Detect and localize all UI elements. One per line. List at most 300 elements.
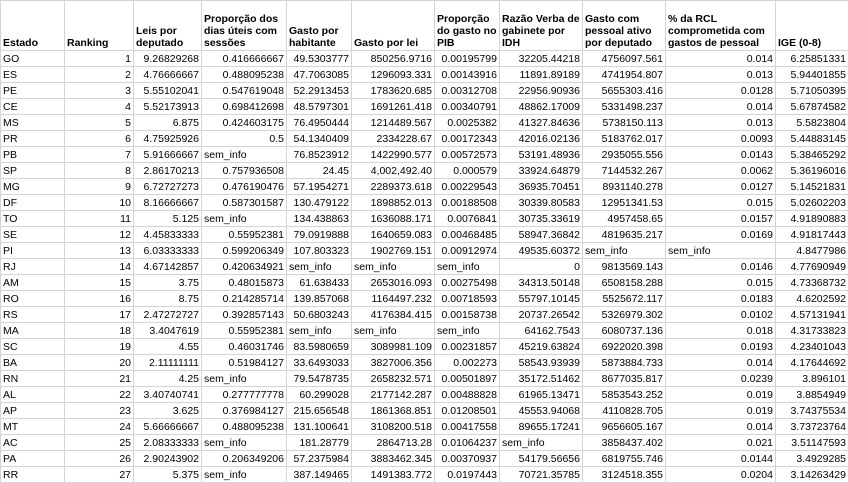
table-cell[interactable]: 0.01208501 xyxy=(435,403,500,419)
table-cell[interactable]: 0.376984127 xyxy=(202,403,287,419)
table-cell[interactable]: 3.896101 xyxy=(776,371,848,387)
table-cell[interactable]: 131.100641 xyxy=(287,419,352,435)
table-cell[interactable]: 4756097.561 xyxy=(583,51,666,67)
column-header[interactable]: Proporção do gasto no PIB xyxy=(435,1,500,51)
table-cell[interactable]: 0.00158738 xyxy=(435,307,500,323)
table-cell[interactable]: 41327.84636 xyxy=(500,115,583,131)
table-cell[interactable]: 6080737.136 xyxy=(583,323,666,339)
table-cell[interactable]: 0.00417558 xyxy=(435,419,500,435)
table-cell[interactable]: 3.14263429 xyxy=(776,467,848,483)
table-cell[interactable]: 4 xyxy=(65,99,134,115)
state-cell[interactable]: MA xyxy=(1,323,65,339)
state-cell[interactable]: GO xyxy=(1,51,65,67)
table-cell[interactable]: 19 xyxy=(65,339,134,355)
table-cell[interactable]: 53191.48936 xyxy=(500,147,583,163)
table-cell[interactable]: 8677035.817 xyxy=(583,371,666,387)
table-cell[interactable]: 4.31733823 xyxy=(776,323,848,339)
table-cell[interactable]: 0.0204 xyxy=(666,467,776,483)
table-cell[interactable]: 4.25 xyxy=(134,371,202,387)
table-cell[interactable]: 5.52173913 xyxy=(134,99,202,115)
state-cell[interactable]: RJ xyxy=(1,259,65,275)
table-cell[interactable]: 0.019 xyxy=(666,403,776,419)
column-header[interactable]: Ranking xyxy=(65,1,134,51)
table-cell[interactable]: 387.149465 xyxy=(287,467,352,483)
table-cell[interactable]: 23 xyxy=(65,403,134,419)
table-cell[interactable]: 0.015 xyxy=(666,275,776,291)
state-cell[interactable]: RS xyxy=(1,307,65,323)
column-header[interactable]: Proporção dos dias úteis com sessões xyxy=(202,1,287,51)
table-cell[interactable]: 49.5303777 xyxy=(287,51,352,67)
table-cell[interactable]: sem_info xyxy=(287,259,352,275)
table-cell[interactable]: 3.40740741 xyxy=(134,387,202,403)
table-cell[interactable]: 139.857068 xyxy=(287,291,352,307)
table-cell[interactable]: 0.00229543 xyxy=(435,179,500,195)
table-cell[interactable]: 2864713.28 xyxy=(352,435,435,451)
table-cell[interactable]: sem_info xyxy=(202,147,287,163)
table-cell[interactable]: 52.2913453 xyxy=(287,83,352,99)
table-cell[interactable]: 0.392857143 xyxy=(202,307,287,323)
table-cell[interactable]: sem_info xyxy=(435,259,500,275)
table-cell[interactable]: 5183762.017 xyxy=(583,131,666,147)
state-cell[interactable]: PA xyxy=(1,451,65,467)
table-cell[interactable]: 0.014 xyxy=(666,51,776,67)
state-cell[interactable]: MG xyxy=(1,179,65,195)
table-cell[interactable]: sem_info xyxy=(352,259,435,275)
table-cell[interactable]: 5.55102041 xyxy=(134,83,202,99)
table-cell[interactable]: 0.206349206 xyxy=(202,451,287,467)
table-cell[interactable]: 55797.10145 xyxy=(500,291,583,307)
table-cell[interactable]: 49535.60372 xyxy=(500,243,583,259)
table-cell[interactable]: 5873884.733 xyxy=(583,355,666,371)
table-cell[interactable]: 4741954.807 xyxy=(583,67,666,83)
table-cell[interactable]: 5655303.416 xyxy=(583,83,666,99)
table-cell[interactable]: 76.8523912 xyxy=(287,147,352,163)
table-cell[interactable]: 5.66666667 xyxy=(134,419,202,435)
table-cell[interactable]: 0.488095238 xyxy=(202,419,287,435)
table-cell[interactable]: 0.019 xyxy=(666,387,776,403)
table-cell[interactable]: 0.0146 xyxy=(666,259,776,275)
table-cell[interactable]: 2334228.67 xyxy=(352,131,435,147)
table-cell[interactable]: 134.438863 xyxy=(287,211,352,227)
table-cell[interactable]: 0.55952381 xyxy=(202,323,287,339)
table-cell[interactable]: 3827006.356 xyxy=(352,355,435,371)
table-cell[interactable]: 33924.64879 xyxy=(500,163,583,179)
table-cell[interactable]: sem_info xyxy=(666,243,776,259)
table-cell[interactable]: 0.5 xyxy=(202,131,287,147)
table-cell[interactable]: 57.2375984 xyxy=(287,451,352,467)
table-cell[interactable]: 4176384.415 xyxy=(352,307,435,323)
state-cell[interactable]: PB xyxy=(1,147,65,163)
table-cell[interactable]: 48.5797301 xyxy=(287,99,352,115)
table-cell[interactable]: 3.625 xyxy=(134,403,202,419)
state-cell[interactable]: MT xyxy=(1,419,65,435)
table-cell[interactable]: 4.91817443 xyxy=(776,227,848,243)
table-cell[interactable]: 6922020.398 xyxy=(583,339,666,355)
table-cell[interactable]: 4.57131941 xyxy=(776,307,848,323)
table-cell[interactable]: 79.0919888 xyxy=(287,227,352,243)
table-cell[interactable]: 5.71050395 xyxy=(776,83,848,99)
table-cell[interactable]: 5.38465292 xyxy=(776,147,848,163)
table-cell[interactable]: sem_info xyxy=(202,435,287,451)
table-cell[interactable]: 61.638433 xyxy=(287,275,352,291)
table-cell[interactable]: 0.00312708 xyxy=(435,83,500,99)
table-cell[interactable]: 0.00488828 xyxy=(435,387,500,403)
table-cell[interactable]: 4.8477986 xyxy=(776,243,848,259)
state-cell[interactable]: RR xyxy=(1,467,65,483)
table-cell[interactable]: 1898852.013 xyxy=(352,195,435,211)
table-cell[interactable]: 18 xyxy=(65,323,134,339)
table-cell[interactable]: 70721.35785 xyxy=(500,467,583,483)
table-cell[interactable]: 4.91890883 xyxy=(776,211,848,227)
table-cell[interactable]: 2.47272727 xyxy=(134,307,202,323)
table-cell[interactable]: 7 xyxy=(65,147,134,163)
table-cell[interactable]: 5.91666667 xyxy=(134,147,202,163)
table-cell[interactable]: 0.55952381 xyxy=(202,227,287,243)
table-cell[interactable]: 4.67142857 xyxy=(134,259,202,275)
table-cell[interactable]: 6.03333333 xyxy=(134,243,202,259)
table-cell[interactable]: 3089981.109 xyxy=(352,339,435,355)
table-cell[interactable]: 107.803323 xyxy=(287,243,352,259)
table-cell[interactable]: 5.125 xyxy=(134,211,202,227)
table-cell[interactable]: 4.75925926 xyxy=(134,131,202,147)
table-cell[interactable]: 0.00340791 xyxy=(435,99,500,115)
table-cell[interactable]: 4957458.65 xyxy=(583,211,666,227)
table-cell[interactable]: 2.86170213 xyxy=(134,163,202,179)
table-cell[interactable]: 0.00143916 xyxy=(435,67,500,83)
table-cell[interactable]: 0.420634921 xyxy=(202,259,287,275)
table-cell[interactable]: sem_info xyxy=(202,211,287,227)
table-cell[interactable]: 0.46031746 xyxy=(202,339,287,355)
table-cell[interactable]: 4.6202592 xyxy=(776,291,848,307)
table-cell[interactable]: 0.014 xyxy=(666,419,776,435)
column-header[interactable]: Leis por deputado xyxy=(134,1,202,51)
table-cell[interactable]: 12 xyxy=(65,227,134,243)
table-cell[interactable]: 0.0143 xyxy=(666,147,776,163)
table-cell[interactable]: 27 xyxy=(65,467,134,483)
table-cell[interactable]: 0.547619048 xyxy=(202,83,287,99)
table-cell[interactable]: 130.479122 xyxy=(287,195,352,211)
table-cell[interactable]: 5525672.117 xyxy=(583,291,666,307)
table-cell[interactable]: 24 xyxy=(65,419,134,435)
table-cell[interactable]: 4.55 xyxy=(134,339,202,355)
table-cell[interactable]: 64162.7543 xyxy=(500,323,583,339)
table-cell[interactable]: 4.77690949 xyxy=(776,259,848,275)
table-cell[interactable]: 13 xyxy=(65,243,134,259)
table-cell[interactable]: 0.002273 xyxy=(435,355,500,371)
state-cell[interactable]: TO xyxy=(1,211,65,227)
table-cell[interactable]: 7144532.267 xyxy=(583,163,666,179)
table-cell[interactable]: 83.5980659 xyxy=(287,339,352,355)
table-cell[interactable]: 3124518.355 xyxy=(583,467,666,483)
table-cell[interactable]: 47.7063085 xyxy=(287,67,352,83)
table-cell[interactable]: 0.416666667 xyxy=(202,51,287,67)
table-cell[interactable]: 6819755.746 xyxy=(583,451,666,467)
table-cell[interactable]: 22 xyxy=(65,387,134,403)
table-cell[interactable]: 0.48015873 xyxy=(202,275,287,291)
table-cell[interactable]: 0.0193 xyxy=(666,339,776,355)
state-cell[interactable]: AL xyxy=(1,387,65,403)
table-cell[interactable]: 0.698412698 xyxy=(202,99,287,115)
table-cell[interactable]: 32205.44218 xyxy=(500,51,583,67)
table-cell[interactable]: 6.875 xyxy=(134,115,202,131)
table-cell[interactable]: 1 xyxy=(65,51,134,67)
state-cell[interactable]: PR xyxy=(1,131,65,147)
table-cell[interactable]: 8.16666667 xyxy=(134,195,202,211)
table-cell[interactable]: 2935055.556 xyxy=(583,147,666,163)
table-cell[interactable]: 0.0239 xyxy=(666,371,776,387)
table-cell[interactable]: 54179.56656 xyxy=(500,451,583,467)
table-cell[interactable]: 0.476190476 xyxy=(202,179,287,195)
table-cell[interactable]: 5326979.302 xyxy=(583,307,666,323)
table-cell[interactable]: 20737.26542 xyxy=(500,307,583,323)
table-cell[interactable]: 0.488095238 xyxy=(202,67,287,83)
table-cell[interactable]: 17 xyxy=(65,307,134,323)
table-cell[interactable]: 60.299028 xyxy=(287,387,352,403)
table-cell[interactable]: 0.277777778 xyxy=(202,387,287,403)
table-cell[interactable]: 1422990.577 xyxy=(352,147,435,163)
column-header[interactable]: % da RCL comprometida com gastos de pessoal xyxy=(666,1,776,51)
table-cell[interactable]: 4.73368732 xyxy=(776,275,848,291)
table-cell[interactable]: sem_info xyxy=(352,323,435,339)
table-cell[interactable]: sem_info xyxy=(287,323,352,339)
table-cell[interactable]: 0.00572573 xyxy=(435,147,500,163)
table-cell[interactable]: 3.75 xyxy=(134,275,202,291)
table-cell[interactable]: 30735.33619 xyxy=(500,211,583,227)
state-cell[interactable]: SP xyxy=(1,163,65,179)
table-cell[interactable]: 21 xyxy=(65,371,134,387)
table-cell[interactable]: 16 xyxy=(65,291,134,307)
table-cell[interactable]: 48862.17009 xyxy=(500,99,583,115)
table-cell[interactable]: 3 xyxy=(65,83,134,99)
table-cell[interactable]: 4.45833333 xyxy=(134,227,202,243)
table-cell[interactable]: 12951341.53 xyxy=(583,195,666,211)
table-cell[interactable]: 58543.93939 xyxy=(500,355,583,371)
table-cell[interactable]: 34313.50148 xyxy=(500,275,583,291)
table-cell[interactable]: 0.0197443 xyxy=(435,467,500,483)
table-cell[interactable]: 0.424603175 xyxy=(202,115,287,131)
table-cell[interactable]: 36935.70451 xyxy=(500,179,583,195)
table-cell[interactable]: 26 xyxy=(65,451,134,467)
table-cell[interactable]: sem_info xyxy=(500,435,583,451)
table-cell[interactable]: 0 xyxy=(500,259,583,275)
table-cell[interactable]: 0.00231857 xyxy=(435,339,500,355)
table-cell[interactable]: 0.214285714 xyxy=(202,291,287,307)
table-cell[interactable]: 30339.80583 xyxy=(500,195,583,211)
table-cell[interactable]: 8.75 xyxy=(134,291,202,307)
table-cell[interactable]: 5.36196016 xyxy=(776,163,848,179)
table-cell[interactable]: 0.014 xyxy=(666,355,776,371)
table-cell[interactable]: 3883462.345 xyxy=(352,451,435,467)
table-cell[interactable]: 2 xyxy=(65,67,134,83)
table-cell[interactable]: 5.375 xyxy=(134,467,202,483)
table-cell[interactable]: 15 xyxy=(65,275,134,291)
table-cell[interactable]: 4,002,492.40 xyxy=(352,163,435,179)
table-cell[interactable]: 5331498.237 xyxy=(583,99,666,115)
table-cell[interactable]: 0.013 xyxy=(666,67,776,83)
table-cell[interactable]: 3.4929285 xyxy=(776,451,848,467)
table-cell[interactable]: 4.17644692 xyxy=(776,355,848,371)
table-cell[interactable]: 0.587301587 xyxy=(202,195,287,211)
table-cell[interactable]: sem_info xyxy=(435,323,500,339)
table-cell[interactable]: sem_info xyxy=(583,243,666,259)
table-cell[interactable]: 2.08333333 xyxy=(134,435,202,451)
table-cell[interactable]: 79.5478735 xyxy=(287,371,352,387)
table-cell[interactable]: 3858437.402 xyxy=(583,435,666,451)
state-cell[interactable]: CE xyxy=(1,99,65,115)
table-cell[interactable]: 0.014 xyxy=(666,99,776,115)
table-cell[interactable]: 3.4047619 xyxy=(134,323,202,339)
table-cell[interactable]: 0.00370937 xyxy=(435,451,500,467)
table-cell[interactable]: 1296093.331 xyxy=(352,67,435,83)
table-cell[interactable]: 89655.17241 xyxy=(500,419,583,435)
table-cell[interactable]: 58947.36842 xyxy=(500,227,583,243)
table-cell[interactable]: 4.76666667 xyxy=(134,67,202,83)
table-cell[interactable]: 0.0076841 xyxy=(435,211,500,227)
table-cell[interactable]: 45219.63824 xyxy=(500,339,583,355)
table-cell[interactable]: 54.1340409 xyxy=(287,131,352,147)
state-cell[interactable]: ES xyxy=(1,67,65,83)
table-cell[interactable]: 2177142.287 xyxy=(352,387,435,403)
table-cell[interactable]: 9.26829268 xyxy=(134,51,202,67)
table-cell[interactable]: 4.23401043 xyxy=(776,339,848,355)
table-cell[interactable]: 1861368.851 xyxy=(352,403,435,419)
table-cell[interactable]: 4110828.705 xyxy=(583,403,666,419)
column-header[interactable]: Estado xyxy=(1,1,65,51)
table-cell[interactable]: 0.0157 xyxy=(666,211,776,227)
state-cell[interactable]: PI xyxy=(1,243,65,259)
table-cell[interactable]: 0.01064237 xyxy=(435,435,500,451)
table-cell[interactable]: 33.6493033 xyxy=(287,355,352,371)
table-cell[interactable]: 850256.9716 xyxy=(352,51,435,67)
column-header[interactable]: IGE (0-8) xyxy=(776,1,848,51)
table-cell[interactable]: 20 xyxy=(65,355,134,371)
table-cell[interactable]: 5.44883145 xyxy=(776,131,848,147)
table-cell[interactable]: 76.4950444 xyxy=(287,115,352,131)
table-cell[interactable]: 3108200.518 xyxy=(352,419,435,435)
table-cell[interactable]: 1214489.567 xyxy=(352,115,435,131)
table-cell[interactable]: 0.0169 xyxy=(666,227,776,243)
state-cell[interactable]: SE xyxy=(1,227,65,243)
table-cell[interactable]: 3.74375534 xyxy=(776,403,848,419)
state-cell[interactable]: RN xyxy=(1,371,65,387)
table-cell[interactable]: 0.018 xyxy=(666,323,776,339)
table-cell[interactable]: 8931140.278 xyxy=(583,179,666,195)
state-cell[interactable]: DF xyxy=(1,195,65,211)
table-cell[interactable]: 0.00188508 xyxy=(435,195,500,211)
table-cell[interactable]: 0.00275498 xyxy=(435,275,500,291)
table-cell[interactable]: 4819635.217 xyxy=(583,227,666,243)
table-cell[interactable]: 3.51147593 xyxy=(776,435,848,451)
table-cell[interactable]: 2653016.093 xyxy=(352,275,435,291)
state-cell[interactable]: AP xyxy=(1,403,65,419)
table-cell[interactable]: 57.1954271 xyxy=(287,179,352,195)
table-cell[interactable]: 0.013 xyxy=(666,115,776,131)
table-cell[interactable]: 11 xyxy=(65,211,134,227)
table-cell[interactable]: 0.021 xyxy=(666,435,776,451)
table-cell[interactable]: 0.00195799 xyxy=(435,51,500,67)
table-cell[interactable]: 0.0128 xyxy=(666,83,776,99)
table-cell[interactable]: 0.00501897 xyxy=(435,371,500,387)
table-cell[interactable]: 215.656548 xyxy=(287,403,352,419)
table-cell[interactable]: 6.25851331 xyxy=(776,51,848,67)
table-cell[interactable]: 0.599206349 xyxy=(202,243,287,259)
table-cell[interactable]: 5.94401855 xyxy=(776,67,848,83)
table-cell[interactable]: 9813569.143 xyxy=(583,259,666,275)
table-cell[interactable]: 0.757936508 xyxy=(202,163,287,179)
table-cell[interactable]: 0.000579 xyxy=(435,163,500,179)
table-cell[interactable]: 0.0183 xyxy=(666,291,776,307)
table-cell[interactable]: 2.90243902 xyxy=(134,451,202,467)
table-cell[interactable]: 1783620.685 xyxy=(352,83,435,99)
table-cell[interactable]: 45553.94068 xyxy=(500,403,583,419)
table-cell[interactable]: 5.5823804 xyxy=(776,115,848,131)
column-header[interactable]: Razão Verba de gabinete por IDH xyxy=(500,1,583,51)
table-cell[interactable]: 1164497.232 xyxy=(352,291,435,307)
column-header[interactable]: Gasto por habitante xyxy=(287,1,352,51)
table-cell[interactable]: 2658232.571 xyxy=(352,371,435,387)
table-cell[interactable]: 0.00172343 xyxy=(435,131,500,147)
table-cell[interactable]: 5853543.252 xyxy=(583,387,666,403)
table-cell[interactable]: 1640659.083 xyxy=(352,227,435,243)
table-cell[interactable]: 0.0062 xyxy=(666,163,776,179)
table-cell[interactable]: 6508158.288 xyxy=(583,275,666,291)
state-cell[interactable]: RO xyxy=(1,291,65,307)
table-cell[interactable]: 2289373.618 xyxy=(352,179,435,195)
state-cell[interactable]: AC xyxy=(1,435,65,451)
table-cell[interactable]: 42016.02136 xyxy=(500,131,583,147)
table-cell[interactable]: 5.02602203 xyxy=(776,195,848,211)
state-cell[interactable]: SC xyxy=(1,339,65,355)
table-cell[interactable]: 0.00718593 xyxy=(435,291,500,307)
table-cell[interactable]: 0.51984127 xyxy=(202,355,287,371)
table-cell[interactable]: 0.00468485 xyxy=(435,227,500,243)
table-cell[interactable]: 1902769.151 xyxy=(352,243,435,259)
table-cell[interactable]: 0.0144 xyxy=(666,451,776,467)
table-cell[interactable]: 9 xyxy=(65,179,134,195)
table-cell[interactable]: 50.6803243 xyxy=(287,307,352,323)
state-cell[interactable]: AM xyxy=(1,275,65,291)
state-cell[interactable]: BA xyxy=(1,355,65,371)
table-cell[interactable]: 1491383.772 xyxy=(352,467,435,483)
table-cell[interactable]: 6.72727273 xyxy=(134,179,202,195)
table-cell[interactable]: 2.11111111 xyxy=(134,355,202,371)
table-cell[interactable]: 61965.13471 xyxy=(500,387,583,403)
table-cell[interactable]: sem_info xyxy=(202,467,287,483)
table-cell[interactable]: 9656605.167 xyxy=(583,419,666,435)
table-cell[interactable]: 181.28779 xyxy=(287,435,352,451)
table-cell[interactable]: 6 xyxy=(65,131,134,147)
table-cell[interactable]: 3.73723764 xyxy=(776,419,848,435)
table-cell[interactable]: 8 xyxy=(65,163,134,179)
state-cell[interactable]: MS xyxy=(1,115,65,131)
table-cell[interactable]: 0.0093 xyxy=(666,131,776,147)
table-cell[interactable]: 0.0025382 xyxy=(435,115,500,131)
table-cell[interactable]: 0.00912974 xyxy=(435,243,500,259)
table-cell[interactable]: 11891.89189 xyxy=(500,67,583,83)
table-cell[interactable]: 0.0102 xyxy=(666,307,776,323)
table-cell[interactable]: 25 xyxy=(65,435,134,451)
table-cell[interactable]: 24.45 xyxy=(287,163,352,179)
table-cell[interactable]: 0.0127 xyxy=(666,179,776,195)
table-cell[interactable]: 0.015 xyxy=(666,195,776,211)
table-cell[interactable]: sem_info xyxy=(202,371,287,387)
column-header[interactable]: Gasto com pessoal ativo por deputado xyxy=(583,1,666,51)
table-cell[interactable]: 5 xyxy=(65,115,134,131)
table-cell[interactable]: 3.8854949 xyxy=(776,387,848,403)
table-cell[interactable]: 1636088.171 xyxy=(352,211,435,227)
table-cell[interactable]: 35172.51462 xyxy=(500,371,583,387)
table-cell[interactable]: 5.14521831 xyxy=(776,179,848,195)
